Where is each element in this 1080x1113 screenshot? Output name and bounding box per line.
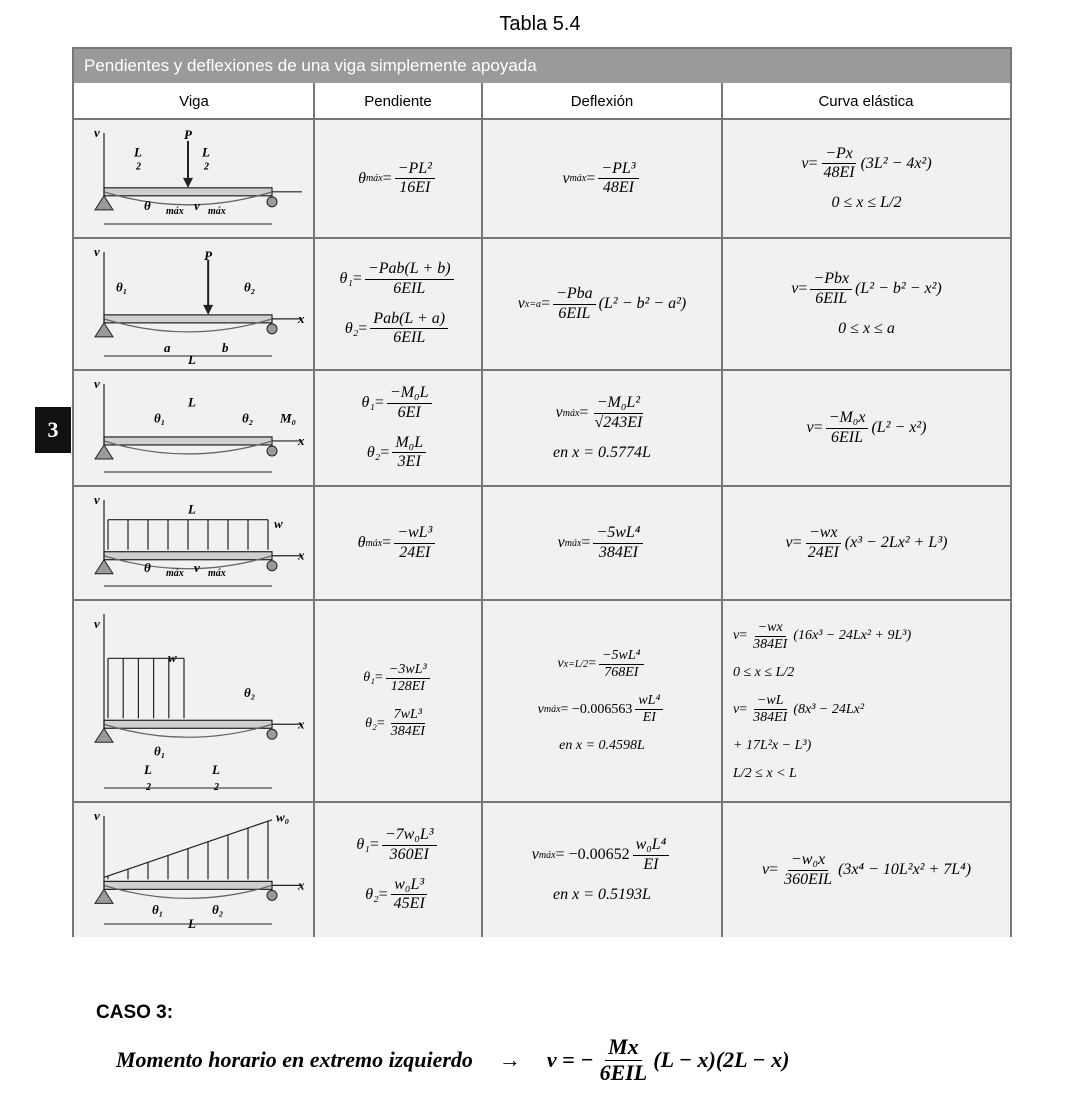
pendiente-equation-equals: = (374, 394, 384, 412)
curva-equation-equals: = (798, 280, 808, 297)
curva-equation-fraction (750, 693, 790, 726)
pendiente-equation-lhs: θ₁ (356, 836, 370, 854)
deflexion-equation-lhs: v (562, 169, 570, 187)
diagram-label: θ₂ (241, 410, 253, 426)
curva-equation-denominator: 24EI (807, 543, 839, 561)
pendiente-equation-numerator: Pab(L + a) (370, 310, 448, 329)
deflexion-equation-lhs: v (517, 295, 525, 312)
pendiente-equation (365, 876, 431, 914)
diagram-label: v (93, 244, 100, 259)
pendiente-equation (367, 434, 429, 472)
diagram-label: θ₁ (151, 902, 163, 917)
deflexion-cell (483, 601, 721, 801)
curva-equation (733, 620, 911, 653)
curva-equation-fraction (750, 620, 790, 653)
deflexion-equation-sub: x=L/2 (563, 658, 589, 670)
diagram-label: L (187, 352, 196, 366)
pendiente-equation-denominator: 24EI (399, 543, 431, 561)
curva-cell (723, 371, 1010, 485)
deflexion-equation-numerator: −5wL⁴ (593, 524, 643, 543)
curva-equation-tail: (L² − x²) (871, 419, 927, 436)
diagram-label: a (163, 340, 170, 355)
diagram-label: v (93, 125, 100, 140)
deflexion-equation-lhs: v (557, 534, 565, 551)
deflexion-equation-equals: = (579, 404, 589, 421)
pendiente-equation-equals: = (358, 319, 368, 337)
curva-equation: 0 ≤ x ≤ L/2 (733, 665, 795, 680)
curva-equation-tail: (3x⁴ − 10L²x² + 7L⁴) (838, 861, 972, 878)
curva-equation-numerator: −wL (754, 693, 787, 710)
diagram-label: L (187, 501, 196, 517)
pendiente-equation (358, 524, 439, 562)
pendiente-equation-numerator: −wL³ (394, 524, 435, 543)
deflexion-equation-fraction (593, 524, 643, 562)
diagram-label: v (93, 616, 100, 631)
deflexion-equation (556, 394, 649, 432)
curva-equation-equals: = (739, 628, 748, 644)
diagram-label: P (183, 127, 192, 142)
pendiente-equation-equals: = (382, 169, 392, 187)
pendiente-cell (315, 371, 481, 485)
deflexion-equation-fraction (553, 285, 596, 323)
case-number-badge: 3 (35, 407, 71, 453)
curva-equation-lhs: v (733, 701, 740, 717)
pendiente-equation (361, 384, 434, 422)
curva-equation (791, 270, 941, 308)
curva-cell (723, 239, 1010, 369)
roller-support-icon (267, 561, 277, 571)
diagram-label: w (273, 516, 283, 532)
deflexion-equation: en x = 0.5774L (553, 443, 651, 461)
diagram-label: P (203, 248, 212, 263)
pendiente-equation-denominator: 128EI (390, 678, 425, 694)
pendiente-equation-lhs: θ₂ (366, 443, 381, 461)
deflexion-equation-fraction (599, 648, 643, 681)
curva-cell (723, 803, 1010, 937)
pin-support-icon (95, 889, 113, 903)
beam-diagram (76, 604, 312, 798)
deflexion-equation-lhs: v (555, 404, 563, 421)
pendiente-equation-fraction (388, 707, 428, 740)
diagram-label: x (297, 432, 304, 448)
diagram-label: L (187, 916, 196, 931)
beam-diagram (76, 123, 312, 234)
beam-diagram (76, 490, 312, 596)
deflexion-equation-denominator: √243EI (594, 413, 643, 431)
deflexion-equation (532, 836, 673, 874)
curva-equation-tail: (8x³ − 24Lx² (793, 701, 865, 717)
curva-equation-tail: (x³ − 2Lx² + L³) (844, 534, 948, 551)
diagram-label: θ₂ (243, 685, 255, 701)
curva-equation-fraction (781, 851, 835, 889)
deflexion-cell (483, 487, 721, 599)
curva-equation-numerator: −M₀x (826, 409, 869, 428)
caso-label: CASO 3: (96, 1002, 174, 1023)
caso-fraction (597, 1035, 651, 1084)
arrowhead-icon (183, 178, 193, 188)
beam-diagram (76, 374, 312, 482)
pendiente-equation-denominator: 16EI (399, 179, 431, 196)
curva-equation-numerator: −wx (755, 620, 786, 637)
curva-equation (786, 524, 948, 562)
deflexion-equation-numerator: −Pba (553, 285, 596, 304)
pendiente-equation-numerator: M₀L (392, 434, 426, 453)
pendiente-equation-denominator: 6EIL (393, 279, 426, 297)
pendiente-equation-fraction (394, 524, 435, 562)
pendiente-equation-numerator: −7w₀L³ (382, 826, 437, 845)
pendiente-equation-lhs: θ₁ (339, 270, 353, 288)
pendiente-equation-numerator: 7wL³ (391, 707, 425, 724)
pin-support-icon (95, 445, 113, 459)
curva-equation-denominator: 360EIL (784, 870, 833, 888)
pendiente-cell (315, 803, 481, 937)
curva-equation-fraction (826, 409, 869, 447)
pendiente-equation-denominator: 3EI (397, 453, 421, 471)
deflexion-equation-equals: = (581, 534, 591, 551)
deflexion-equation-lhs: v (537, 701, 544, 717)
diagram-label: L (211, 762, 220, 777)
diagram-label: L (133, 144, 142, 160)
deflexion-equation-denominator: EI (642, 710, 656, 726)
deflexion-equation-lhs: v (557, 656, 564, 672)
deflexion-equation-sub: x=a (524, 298, 542, 310)
pendiente-equation-equals: = (382, 534, 392, 551)
pendiente-equation-lhs: θ₂ (365, 715, 377, 731)
pin-support-icon (95, 560, 113, 574)
diagram-label: θ₂ (211, 902, 223, 917)
curva-equation-denominator: 6EIL (831, 428, 864, 446)
curva-cell (723, 120, 1010, 237)
deflexion-equation-fraction (633, 836, 670, 874)
pendiente-equation-lhs: θ₂ (344, 319, 359, 337)
curva-equation-fraction (810, 270, 852, 308)
header-curva-elastica: Curva elástica (722, 83, 1010, 120)
diagram-label: w₀ (275, 809, 289, 825)
pendiente-equation-equals: = (369, 836, 379, 854)
deflexion-equation-fraction (635, 693, 663, 726)
curva-equation: 0 ≤ x ≤ L/2 (831, 194, 902, 212)
diagram-label: 2 (203, 161, 209, 173)
diagram-label: 2 (213, 782, 219, 793)
diagram-label: θ (143, 198, 151, 213)
pendiente-equation-denominator: 6EIL (393, 329, 426, 347)
deflexion-equation-denominator: 768EI (604, 664, 639, 680)
curva-equation-tail: (16x³ − 24Lx² + 9L³) (793, 628, 912, 644)
beam (104, 188, 272, 196)
caso-description: Momento horario en extremo izquierdo (116, 1047, 473, 1072)
pendiente-cell (315, 487, 481, 599)
header-deflexion: Deflexión (482, 83, 722, 120)
pendiente-equation-fraction (382, 826, 437, 864)
beam-diagram-cell (74, 803, 313, 937)
pendiente-equation-equals: = (380, 443, 390, 461)
diagram-label: v (193, 560, 200, 575)
pendiente-equation-numerator: −3wL³ (386, 662, 430, 679)
curva-equation-denominator: 384EI (753, 636, 788, 652)
table-caption: Tabla 5.4 (499, 13, 581, 35)
pendiente-equation-lhs: θ₂ (365, 885, 379, 903)
pendiente-equation-fraction (392, 434, 426, 472)
deflexion-equation-fraction (591, 394, 645, 432)
pendiente-equation-denominator: 6EI (397, 403, 421, 421)
beam (104, 720, 272, 728)
curva-equation-tail: (L² − b² − x²) (855, 280, 942, 297)
pendiente-equation-numerator: −M₀L (387, 384, 432, 403)
deflexion-equation-denominator: 384EI (598, 543, 638, 561)
deflexion-equation-sub: máx (543, 704, 561, 716)
curva-equation-equals: = (808, 154, 818, 172)
caso-formula (116, 1030, 789, 1090)
beam-diagram-cell (74, 371, 313, 485)
deflexion-cell (483, 239, 721, 369)
curva-equation-equals: = (739, 701, 748, 717)
curva-cell (723, 487, 1010, 599)
pendiente-equation-denominator: 384EI (390, 724, 425, 740)
pendiente-equation-lhs: θ (358, 169, 366, 187)
caso-tail: (L − x)(2L − x) (653, 1047, 790, 1072)
pin-support-icon (95, 728, 113, 742)
pendiente-equation-lhs: θ₁ (363, 670, 376, 686)
pendiente-equation (356, 826, 439, 864)
roller-support-icon (267, 890, 277, 900)
pendiente-equation (363, 662, 432, 695)
curva-equation-numerator: −Px (822, 145, 856, 164)
curva-equation-lhs: v (806, 419, 814, 436)
table-title: Pendientes y deflexiones de una viga simplemente apoyada (74, 49, 1010, 83)
diagram-label: θ₁ (115, 279, 127, 295)
beam-diagram-cell (74, 487, 313, 599)
diagram-label: máx (207, 206, 226, 217)
curva-equation-numerator: −wx (806, 524, 841, 543)
curva-equation-denominator: 48EI (823, 164, 855, 181)
curva-equation-lhs: v (761, 861, 770, 878)
deflexion-equation: en x = 0.4598L (559, 738, 645, 754)
curva-equation-equals: = (769, 861, 779, 878)
deflexion-equation-sub: máx (569, 173, 587, 184)
curva-equation-fraction (820, 145, 857, 183)
pendiente-equation-equals: = (375, 670, 383, 686)
curva-equation-lhs: v (801, 154, 809, 172)
deflexion-equation-equals: = (541, 295, 551, 312)
deflexion-equation-sub: máx (564, 537, 582, 549)
diagram-label: θ₂ (243, 279, 255, 295)
roller-support-icon (267, 729, 277, 739)
curva-equation-fraction (805, 524, 842, 562)
roller-support-icon (267, 324, 277, 334)
beam-diagram-cell (74, 601, 313, 801)
deflexion-equation-denominator: 48EI (602, 179, 634, 196)
diagram-label: v (93, 492, 100, 507)
deflexion-equation-equals: = (586, 169, 596, 187)
diagram-label: v (193, 198, 200, 213)
pendiente-equation-equals: = (376, 715, 385, 731)
curva-equation-denominator: 6EIL (815, 289, 848, 307)
pendiente-equation-denominator: 360EI (389, 845, 429, 863)
deflexion-equation (562, 160, 641, 198)
pendiente-equation-fraction (365, 260, 454, 298)
pendiente-equation-fraction (395, 160, 435, 198)
diagram-label: máx (165, 568, 184, 579)
curva-equation-lhs: v (733, 628, 740, 644)
diagram-label: L (187, 394, 196, 410)
beam-diagram (76, 242, 312, 366)
deflexion-cell (483, 120, 721, 237)
beam (104, 552, 272, 560)
pendiente-equation-fraction (386, 662, 430, 695)
curva-equation-equals: = (792, 534, 802, 551)
pendiente-equation-numerator: w₀L³ (391, 876, 427, 895)
diagram-label: θ₁ (153, 743, 165, 759)
pendiente-cell (315, 239, 481, 369)
deflexion-equation-denominator: 6EIL (558, 304, 591, 322)
deflexion-cell (483, 371, 721, 485)
curva-equation-tail: (3L² − 4x²) (860, 154, 932, 172)
beam (104, 881, 272, 889)
pin-support-icon (95, 323, 113, 337)
deflexion-equation-equals: = (588, 656, 597, 672)
deflexion-equation (538, 693, 667, 726)
curva-equation-numerator: −w₀x (788, 851, 828, 870)
diagram-label: θ₁ (153, 410, 165, 426)
deflexion-equation-sub: máx (538, 849, 556, 861)
diagram-label: w (167, 650, 177, 666)
curva-equation: L/2 ≤ x < L (733, 766, 797, 782)
curva-equation: + 17L²x − L³) (733, 738, 812, 754)
arrowhead-icon (203, 305, 213, 315)
diagram-label: x (297, 716, 304, 732)
pendiente-equation-fraction (370, 310, 448, 348)
pendiente-cell (315, 120, 481, 237)
deflexion-equation: en x = 0.5193L (553, 885, 651, 903)
pendiente-equation-fraction (391, 876, 428, 914)
caso-denominator: 6EIL (599, 1059, 648, 1085)
pendiente-equation-lhs: θ (357, 534, 366, 551)
curva-equation-lhs: v (785, 534, 793, 551)
pendiente-equation-fraction (387, 384, 432, 422)
deflexion-equation-lhs: v (531, 846, 539, 863)
pendiente-equation-sub: máx (365, 173, 383, 184)
deflexion-equation-numerator: −M₀L² (594, 394, 643, 413)
deflection-table (72, 47, 1012, 937)
deflexion-equation-numerator: w₀L⁴ (633, 836, 670, 855)
diagram-label: x (297, 877, 304, 893)
diagram-label: L (143, 762, 152, 777)
deflexion-equation-numerator: wL⁴ (635, 693, 663, 710)
deflexion-equation-denominator: EI (643, 855, 659, 873)
roller-support-icon (267, 197, 277, 207)
deflexion-equation-tail: (L² − b² − a²) (598, 295, 687, 312)
deflexion-equation (558, 524, 647, 562)
curva-equation-equals: = (813, 419, 823, 436)
pendiente-equation-denominator: 45EI (393, 895, 425, 913)
pendiente-equation-sub: máx (365, 537, 383, 549)
pendiente-equation-equals: = (378, 885, 388, 903)
pendiente-equation (345, 310, 451, 348)
diagram-label: v (93, 808, 100, 823)
diagram-label: 2 (135, 161, 141, 173)
curva-equation (762, 851, 971, 889)
curva-equation (801, 145, 931, 183)
beam (104, 315, 272, 323)
pendiente-equation (358, 160, 438, 198)
pendiente-equation-numerator: −PL² (395, 160, 435, 179)
curva-equation (807, 409, 927, 447)
diagram-label: L (201, 144, 210, 160)
diagram-label: v (93, 376, 100, 391)
pendiente-equation (365, 707, 431, 740)
header-viga: Viga (74, 83, 314, 120)
diagram-label: máx (165, 206, 184, 217)
caso-lhs: v = − (546, 1047, 594, 1072)
deflexion-equation-sub: máx (562, 407, 580, 419)
pendiente-equation (339, 260, 456, 298)
deflexion-equation-fraction (598, 160, 638, 198)
curva-equation-denominator: 384EI (753, 710, 788, 726)
caso-numerator: Mx (605, 1035, 642, 1060)
curva-equation: 0 ≤ x ≤ a (838, 319, 895, 337)
header-pendiente: Pendiente (314, 83, 482, 120)
diagram-label: x (297, 310, 304, 326)
beam-diagram (76, 806, 312, 934)
pendiente-equation-lhs: θ₁ (361, 394, 375, 412)
curva-equation (733, 693, 864, 726)
roller-support-icon (267, 446, 277, 456)
deflexion-cell (483, 803, 721, 937)
pendiente-cell (315, 601, 481, 801)
diagram-label: 2 (145, 782, 151, 793)
beam-diagram-cell (74, 239, 313, 369)
pendiente-equation-equals: = (352, 270, 362, 288)
diagram-label: máx (207, 568, 226, 579)
beam-diagram-cell (74, 120, 313, 237)
curva-equation-numerator: −Pbx (810, 270, 852, 289)
diagram-label: b (221, 340, 228, 355)
curva-equation-lhs: v (791, 280, 799, 297)
diagram-label: θ (143, 560, 151, 575)
deflexion-equation (518, 285, 686, 323)
pendiente-equation-numerator: −Pab(L + b) (365, 260, 454, 279)
diagram-label: x (297, 547, 304, 563)
deflexion-equation (557, 648, 646, 681)
deflexion-equation-equals: = −0.00652 (555, 846, 630, 863)
curva-cell (723, 601, 1010, 801)
deflexion-equation-numerator: −PL³ (598, 160, 638, 179)
pin-support-icon (95, 196, 113, 210)
arrow-icon: → (498, 1047, 521, 1072)
diagram-label: M₀ (279, 410, 296, 426)
beam (104, 437, 272, 445)
deflexion-equation-equals: = −0.006563 (560, 701, 633, 717)
deflexion-equation-numerator: −5wL⁴ (599, 648, 643, 665)
